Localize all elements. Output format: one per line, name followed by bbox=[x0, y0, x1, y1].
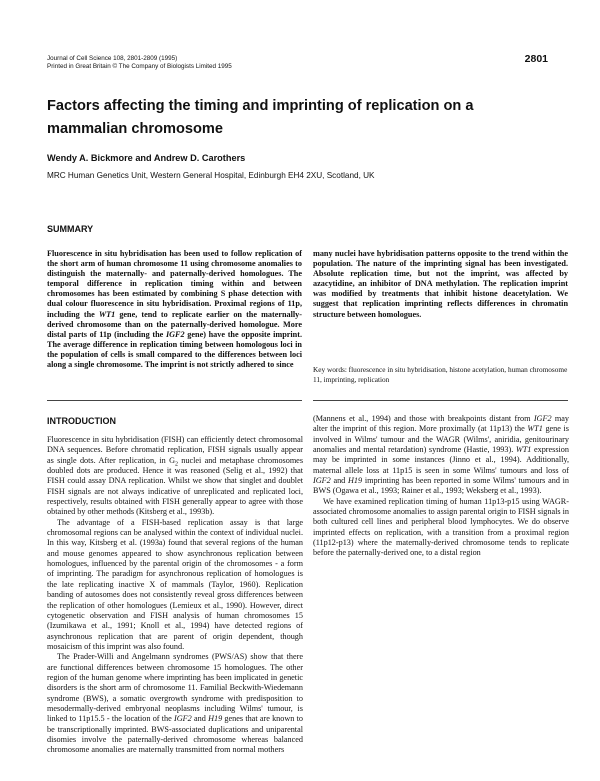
journal-line-1: Journal of Cell Science 108, 2801-2809 (1995) bbox=[47, 55, 178, 62]
gene-name-igf2: IGF2 bbox=[174, 714, 192, 724]
intro-paragraph-1 bbox=[47, 435, 303, 518]
intro-paragraph-4: We have examined replication timing of human 11p13-p15 using WAGR-associated chromosome anomalies to assign parental origin to FISH signals in both cultured cell lines and peripheral blood lymphocytes. We do observe imprinted effects on replication, with a transition from a proximal region (11p12-p13) where the maternally-derived chromosome tends to replicate before the paternally-derived one, to a distal region bbox=[313, 496, 569, 558]
section-divider-left bbox=[47, 400, 302, 401]
gene-name-igf2: IGF2 bbox=[313, 476, 331, 486]
body-column-left bbox=[47, 435, 303, 756]
paragraph-text: may alter the imprint of this region. More proximally (at 11p13) the bbox=[313, 414, 569, 434]
paragraph-text: genes that are known to be transcriptionally imprinted. BWS-associated duplications and uniparental disomies involve the paternally-derived chromosome whereas balanced chromosome anomalies are maternally transmitted from normal mothers bbox=[47, 714, 303, 755]
body-column-right bbox=[313, 414, 569, 559]
paragraph-text: The Prader-Willi and Angelmann syndromes (PWS/AS) show that there are functional differences between chromosome 15 homologues. The other region of the human genome where imprinting has been implicated in genetic disorders is the short arm of chromosome 11. Familial Beckwith-Wiedemann syndrome (BWS), a somatic overgrowth syndrome with predisposition to mesodermally-derived embryonal neoplasms including Wilms' tumour, is linked to 11p15.5 - the location of the bbox=[47, 652, 303, 724]
gene-name-wt1: WT1 bbox=[527, 424, 543, 434]
gene-name-wt1: WT1 bbox=[98, 309, 116, 319]
abstract-text-segment: gene) have the opposite imprint. The average difference in replication timing between homologous loci in the population of cells is small compared to the differences between loci along a single chromosome. The imprint is not strictly adhered to since bbox=[47, 329, 302, 370]
paragraph-text: imprinting has been reported in some Wilms' tumours and in BWS (Ogawa et al., 1993; Rainer et al., 1993; Weksberg et al., 1993). bbox=[313, 476, 569, 496]
journal-citation bbox=[47, 55, 232, 71]
paragraph-text: (Mannens et al., 1994) and those with breakpoints distant from bbox=[313, 414, 534, 423]
intro-paragraph-2: The advantage of a FISH-based replication assay is that large chromosomal regions can be analysed within the context of individual nuclei. In this way, Kitsberg et al. (1993a) found that several regions of the human and mouse genomes appeared to show asynchronous replication between homologues, influenced by the parental origin of the chromosomes - a form of imprinting. The paradigm for asynchronous replication of homologues is the late replicating inactive X of mammals (Taylor, 1960). Replication banding of autosomes does not consistently reveal gross differences between the replication of other homologues (Lemieux et al., 1990). However, direct cytogenetic observation and FISH analysis of human chromosomes 15 (Izumikawa et al., 1991; Knoll et al., 1994) have detected regions of asynchronous replication that are parent of origin dependent, though mosaicism of this imprint was also found. bbox=[47, 517, 303, 651]
abstract-text-segment: Fluorescence in situ hybridisation has been used to follow replication of the short arm of human chromosome 11 using chromosome anomalies to distinguish the maternally- and paternally-derived homologues. The temporal difference in replication timing within and between chromosomes has been estimated by combining S phase detection with dual colour fluorescence in situ hybridisation. Proximal regions of 11p, including the bbox=[47, 249, 302, 319]
paragraph-text: nuclei and metaphase chromosomes doubled dots are produced. Hence it was reasoned (Selig et al., 1992) that FISH could assay DNA replication. Whilst we show that singlet and doublet FISH signals are not always indicative of unreplicated and replicated loci, respectively, results obtained with FISH generally appear to agree with those obtained by other methods (Kitsberg et al., 1993b). bbox=[47, 455, 304, 517]
gene-name-igf2: IGF2 bbox=[533, 414, 552, 423]
abstract-text-segment: many nuclei have hybridisation patterns opposite to the trend within the population. The nature of the imprinting signal has been investigated. Absolute replication time, but not the imprint, was affected by azacytidine, an inhibitor of DNA methylation. The replication imprint was modified by treatments that inhibit histone deacetylation. We suggest that replication imprinting reflects differences in chromatin structure between homologues. bbox=[313, 249, 568, 319]
article-title: Factors affecting the timing and imprinting of replication on a mammalian chromosome bbox=[47, 98, 474, 137]
paragraph-text: Fluorescence in situ hybridisation (FISH) can efficiently detect chromosomal DNA sequences. Before chromatid replication, FISH signals usually appear as single dots. After replication, in G bbox=[47, 435, 303, 465]
abstract-column-left bbox=[47, 249, 302, 370]
authors: Wendy A. Bickmore and Andrew D. Carothers bbox=[47, 153, 246, 163]
abstract-column-right bbox=[313, 249, 568, 320]
paragraph-text: expression may be imprinted in some instances (Jinno et al., 1994). Additionally, maternal allele loss at 11p15 is seen in some Wilms' tumours and loss of bbox=[313, 445, 569, 475]
journal-line-2: Printed in Great Britain © The Company of Biologists Limited 1995 bbox=[47, 63, 232, 70]
paragraph-text: gene is involved in Wilms' tumour and the WAGR (Wilms', aniridia, genitourinary anomalies and mental retardation) syndrome (Hastie, 1993). bbox=[313, 424, 569, 455]
section-divider-right bbox=[313, 400, 568, 401]
intro-paragraph-3 bbox=[47, 652, 303, 755]
keywords: Key words: fluorescence in situ hybridisation, histone acetylation, human chromosome 11, imprinting, replication bbox=[313, 365, 568, 384]
affiliation: MRC Human Genetics Unit, Western General Hospital, Edinburgh EH4 2XU, Scotland, UK bbox=[47, 171, 375, 180]
page-number: 2801 bbox=[524, 53, 548, 65]
abstract-text-segment: gene, tend to replicate earlier on the maternally-derived chromosome than on the paternally-derived homologue. More distal parts of 11p (including the bbox=[47, 309, 302, 339]
summary-heading: SUMMARY bbox=[47, 224, 94, 234]
gene-name-igf2: IGF2 bbox=[165, 329, 185, 339]
gene-name-wt1: WT1 bbox=[515, 445, 532, 455]
g2-subscript: 2 bbox=[174, 461, 178, 468]
paragraph-text: and bbox=[330, 476, 348, 486]
paragraph-text: and bbox=[191, 714, 209, 724]
gene-name-h19: H19 bbox=[348, 476, 363, 486]
intro-paragraph-3 bbox=[313, 414, 569, 497]
gene-name-h19: H19 bbox=[208, 714, 223, 724]
introduction-heading: INTRODUCTION bbox=[47, 416, 116, 426]
